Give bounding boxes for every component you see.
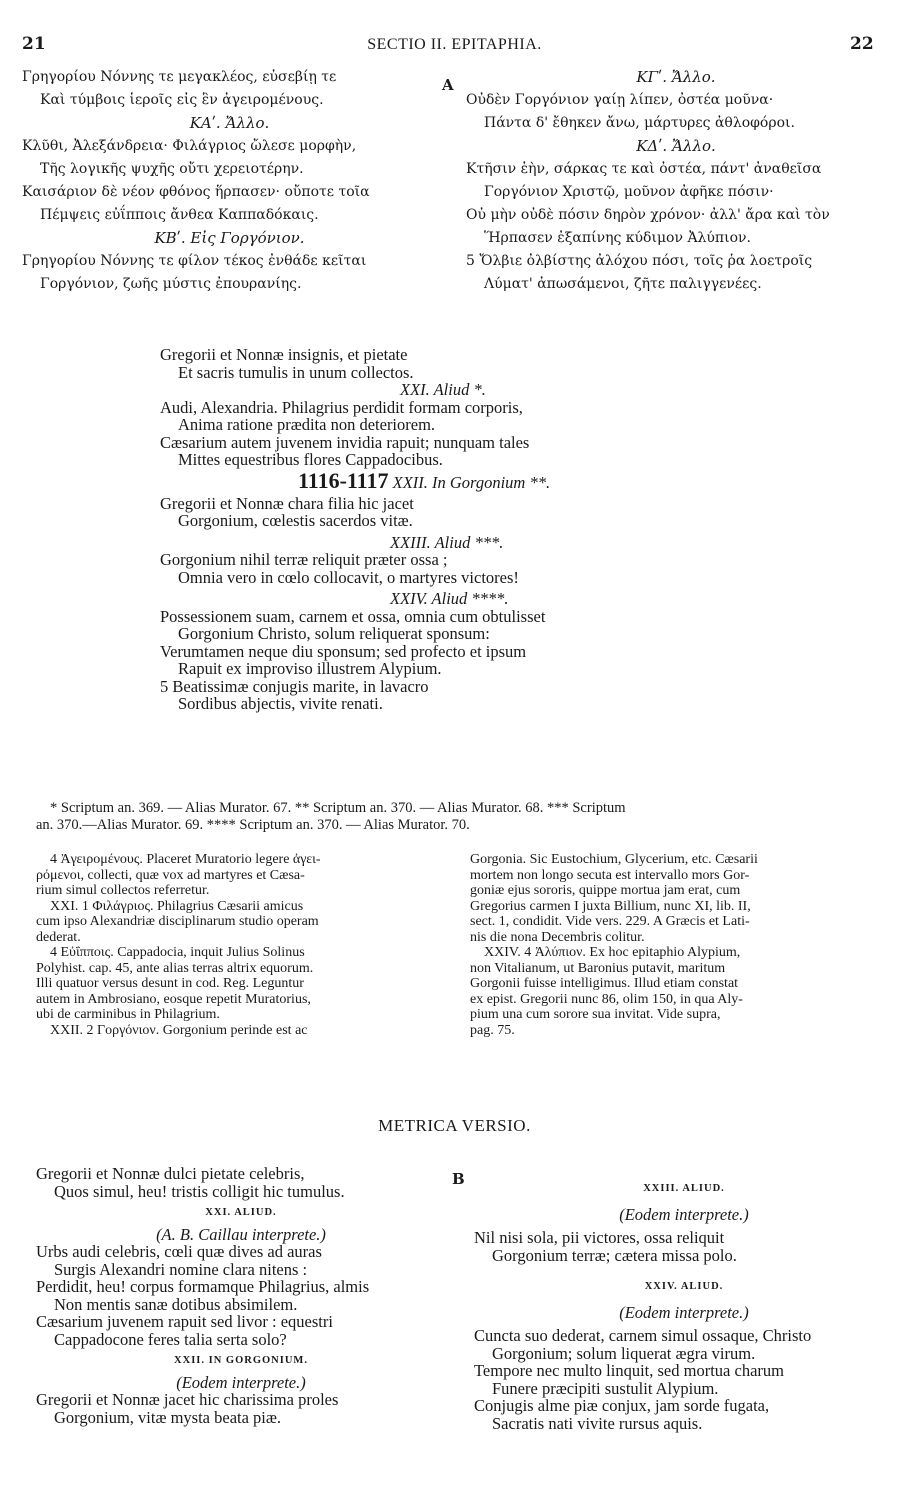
metrica-line: Nil nisi sola, pii victores, ossa reliquit bbox=[474, 1228, 725, 1247]
latin-heading: XXI. Aliud *. bbox=[400, 380, 486, 399]
metrica-line: Gorgonium terræ; cætera missa polo. bbox=[492, 1245, 737, 1265]
note-line: XXII. 2 Γοργόνιον. Gorgonium perinde est ac bbox=[50, 1022, 308, 1038]
latin-line: Et sacris tumulis in unum collectos. bbox=[178, 362, 414, 382]
latin-line: Gorgonium nihil terræ reliquit præter ossa ; bbox=[160, 550, 448, 569]
greek-line: Τῆς λογικῆς ψυχῆς οὔτι χερειοτέρην. bbox=[40, 161, 304, 177]
page-number-right: 22 bbox=[850, 34, 874, 54]
metrica-line: Cappadocone feres talia serta solo? bbox=[54, 1329, 287, 1349]
note-line: 4 Ἀγειρομένους. Placeret Muratorio legere ἀγει- bbox=[50, 852, 321, 867]
metrica-left-column bbox=[36, 1165, 446, 1426]
footnote bbox=[36, 800, 896, 833]
latin-heading-22-row bbox=[160, 469, 660, 495]
notes-left-column bbox=[36, 852, 446, 1038]
greek-line: Λύματ' ἀπωσάμενοι, ζῆτε παλιγγενέες. bbox=[484, 276, 762, 292]
metrica-heading: XXIII. ALIUD. bbox=[643, 1183, 725, 1194]
greek-line: Κτῆσιν ἑὴν, σάρκας τε καὶ ὀστέα, πάντ' ἀναθεῖσα bbox=[466, 161, 822, 177]
metrica-line: Cuncta suo dederat, carnem simul ossaque, Christo bbox=[474, 1326, 812, 1345]
latin-line: Possessionem suam, carnem et ossa, omnia cum obtulisset bbox=[160, 606, 546, 626]
latin-heading: XXIII. Aliud ***. bbox=[390, 532, 504, 552]
latin-heading: XXII. In Gorgonium **. bbox=[392, 472, 551, 492]
greek-heading: ΚΑʹ. Ἄλλο. bbox=[189, 114, 270, 132]
metrica-interpreter: (Eodem interprete.) bbox=[176, 1372, 306, 1392]
page-number-left: 21 bbox=[22, 34, 46, 54]
metrica-line: Gorgonium; solum liquerat ægra virum. bbox=[492, 1343, 756, 1363]
note-line: Illi quatuor versus desunt in cod. Reg. Leguntur bbox=[36, 976, 304, 991]
note-line: XXIV. 4 Ἀλύπιον. Ex hoc epitaphio Alypium, bbox=[484, 945, 741, 960]
metrica-line: Conjugis alme piæ conjux, jam sorde fugata, bbox=[474, 1396, 770, 1415]
footnote-line: an. 370.—Alias Murator. 69. **** Scriptum an. 370. — Alias Murator. 70. bbox=[36, 816, 470, 833]
metrica-line: Perdidit, heu! corpus formamque Philagrius, almis bbox=[36, 1277, 370, 1296]
note-line: ex epist. Gregorii nunc 86, olim 150, in qua Aly- bbox=[470, 991, 743, 1007]
metrica-heading: XXI. ALIUD. bbox=[205, 1207, 277, 1218]
greek-line: Καὶ τύμβοις ἱεροῖς εἰς ἓν ἀγειρομένους. bbox=[40, 92, 324, 108]
latin-line: Verumtamen neque diu sponsum; sed profecto et ipsum bbox=[160, 641, 527, 661]
metrica-line: Gregorii et Nonnæ dulci pietate celebris, bbox=[36, 1164, 305, 1183]
greek-line: Γοργόνιον, ζωῆς μύστις ἐπουρανίης. bbox=[40, 276, 302, 292]
latin-line: Mittes equestribus flores Cappadocibus. bbox=[178, 450, 443, 469]
latin-line: Audi, Alexandria. Philagrius perdidit formam corporis, bbox=[160, 397, 523, 417]
note-line: Gregorius carmen I juxta Billium, nunc XI, lib. II, bbox=[470, 898, 751, 914]
metrica-line: Sacratis nati vivite rursus aquis. bbox=[492, 1413, 703, 1433]
note-line: ρόμενοι, collecti, quæ vox ad martyres et Cæsa- bbox=[36, 867, 305, 883]
marker-b: B bbox=[452, 1170, 465, 1188]
note-line: non Vitalianum, ut Baronius putavit, maritum bbox=[470, 960, 726, 976]
metrica-line: Gregorii et Nonnæ jacet hic charissima proles bbox=[36, 1390, 339, 1409]
greek-line: Γοργόνιον Χριστῷ, μοῦνον ἀφῆκε πόσιν· bbox=[484, 184, 774, 200]
latin-heading: XXIV. Aliud ****. bbox=[390, 589, 509, 608]
note-line: pag. 75. bbox=[470, 1022, 515, 1038]
note-line: cum ipso Alexandriæ disciplinarum studio operam bbox=[36, 914, 319, 929]
note-line: mortem non longo secuta est intervallo mors Gor- bbox=[470, 867, 750, 883]
latin-line: Gorgonium Christo, solum reliquerat sponsum: bbox=[178, 624, 490, 643]
greek-line: Οὐ μὴν οὐδὲ πόσιν δηρὸν χρόνον· ἀλλ' ἄρα καὶ τὸν bbox=[466, 207, 830, 223]
metrica-title: METRICA VERSIO. bbox=[378, 1116, 531, 1135]
latin-line: 5 Beatissimæ conjugis marite, in lavacro bbox=[160, 676, 429, 696]
note-line: Gorgonii fuisse intelligimus. Illud etiam constat bbox=[470, 976, 739, 991]
note-line: goniæ ejus sororis, quippe mortua jam erat, cum bbox=[470, 883, 741, 898]
greek-line: Γρηγορίου Νόννης τε μεγακλέος, εὐσεβίῃ τε bbox=[22, 69, 337, 85]
latin-line: Cæsarium autem juvenem invidia rapuit; nunquam tales bbox=[160, 432, 530, 452]
note-line: rium simul collectos referretur. bbox=[36, 883, 210, 898]
note-line: ubi de carminibus in Philagrium. bbox=[36, 1007, 220, 1022]
metrica-right-column bbox=[474, 1180, 894, 1432]
greek-heading: ΚΓʹ. Ἄλλο. bbox=[636, 68, 716, 86]
note-line: dederat. bbox=[36, 929, 81, 945]
note-line: Polyhist. cap. 45, ante alias terras altrix equorum. bbox=[36, 960, 314, 976]
note-line: Gorgonia. Sic Eustochium, Glycerium, etc. Cæsarii bbox=[470, 852, 758, 867]
latin-heading-23 bbox=[160, 534, 660, 552]
greek-line: Γρηγορίου Νόννης τε φίλον τέκος ἐνθάδε κεῖται bbox=[22, 253, 367, 269]
latin-line: Omnia vero in cœlo collocavit, o martyres victores! bbox=[178, 567, 519, 587]
note-line: sect. 1, condidit. Vide vers. 229. A Græcis et Lati- bbox=[470, 914, 750, 929]
metrica-interpreter: (Eodem interprete.) bbox=[619, 1302, 749, 1322]
note-line: 4 Εὐΐπποις. Cappadocia, inquit Julius Solinus bbox=[50, 945, 305, 960]
metrica-line: Quos simul, heu! tristis colligit hic tumulus. bbox=[54, 1181, 345, 1201]
marker-a: A bbox=[442, 76, 454, 94]
column-number: 1116-1117 bbox=[298, 467, 389, 493]
metrica-line: Urbs audi celebris, cœli quæ dives ad auras bbox=[36, 1242, 322, 1261]
greek-heading: ΚΔʹ. Ἄλλο. bbox=[636, 137, 716, 155]
metrica-interpreter: (A. B. Caillau interprete.) bbox=[156, 1224, 326, 1244]
greek-heading: ΚΒʹ. Εἰς Γοργόνιον. bbox=[154, 229, 305, 247]
metrica-line: Tempore nec multo linquit, sed mortua charum bbox=[474, 1361, 784, 1380]
note-line: XXI. 1 Φιλάγριος. Philagrius Cæsarii amicus bbox=[50, 898, 304, 914]
greek-left-column bbox=[22, 66, 437, 296]
footnote-line: * Scriptum an. 369. — Alias Murator. 67. ** Scriptum an. 370. — Alias Murator. 68. *** Scriptum bbox=[50, 800, 626, 816]
latin-translation bbox=[160, 346, 660, 713]
metrica-line: Surgis Alexandri nomine clara nitens : bbox=[54, 1259, 308, 1279]
latin-heading-24 bbox=[160, 590, 660, 608]
latin-line: Gregorii et Nonnæ insignis, et pietate bbox=[160, 345, 408, 364]
notes-right-column bbox=[470, 852, 890, 1038]
greek-line: Κλῦθι, Ἀλεξάνδρεια· Φιλάγριος ὤλεσε μορφὴν, bbox=[22, 138, 357, 154]
running-head: SECTIO II. EPITAPHIA. bbox=[367, 36, 542, 53]
greek-line: 5 Ὄλβιε ὀλβίστης ἀλόχου πόσι, τοῖς ῥα λοετροῖς bbox=[466, 253, 813, 269]
latin-line: Gorgonium, cœlestis sacerdos vitæ. bbox=[178, 511, 413, 530]
note-line: autem in Ambrosiano, eosque repetit Muratorius, bbox=[36, 991, 311, 1007]
greek-line: Πέμψεις εὐΐπποις ἄνθεα Καππαδόκαις. bbox=[40, 207, 319, 223]
latin-line: Rapuit ex improviso illustrem Alypium. bbox=[178, 659, 442, 678]
greek-right-column bbox=[466, 66, 886, 296]
metrica-line: Cæsarium juvenem rapuit sed livor : equestri bbox=[36, 1312, 333, 1331]
metrica-line: Gorgonium, vitæ mysta beata piæ. bbox=[54, 1407, 282, 1427]
greek-line: Οὐδὲν Γοργόνιον γαίῃ λίπεν, ὀστέα μοῦνα· bbox=[466, 92, 774, 108]
metrica-heading: XXIV. ALIUD. bbox=[644, 1281, 724, 1292]
note-line: pium una cum sorore sua invitat. Vide supra, bbox=[470, 1007, 721, 1022]
metrica-line: Non mentis sanæ dotibus absimilem. bbox=[54, 1294, 298, 1314]
note-line: nis die nona Decembris colitur. bbox=[470, 929, 645, 945]
latin-heading-21 bbox=[160, 381, 660, 399]
metrica-interpreter: (Eodem interprete.) bbox=[619, 1204, 749, 1224]
latin-line: Sordibus abjectis, vivite renati. bbox=[178, 694, 383, 713]
latin-line: Anima ratione prædita non deteriorem. bbox=[178, 415, 436, 434]
metrica-heading: XXII. IN GORGONIUM. bbox=[174, 1355, 308, 1366]
greek-line: Πάντα δ' ἔθηκεν ἄνω, μάρτυρες ἀθλοφόροι. bbox=[484, 115, 795, 131]
metrica-line: Funere præcipiti sustulit Alypium. bbox=[492, 1378, 719, 1398]
greek-line: Καισάριον δὲ νέον φθόνος ἥρπασεν· οὔποτε τοῖα bbox=[22, 184, 370, 200]
latin-line: Gregorii et Nonnæ chara filia hic jacet bbox=[160, 493, 414, 513]
greek-line: Ἥρπασεν ἐξαπίνης κύδιμον Ἀλύπιον. bbox=[484, 230, 752, 246]
